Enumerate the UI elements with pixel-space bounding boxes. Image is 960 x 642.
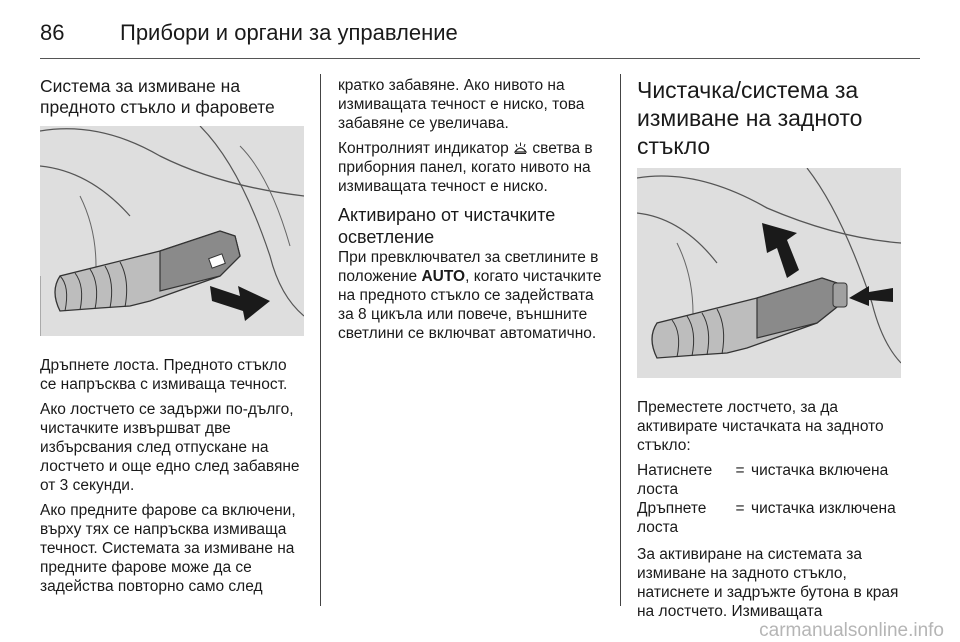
auto-label: AUTO: [421, 268, 466, 285]
paragraph-rear-washer: За активиране на системата за измиване на задното стъкло, натиснете и задръжте бутона в края на лостчето. Измиващата: [637, 546, 899, 620]
table-row: [637, 499, 903, 537]
paragraph-auto-lights: [338, 248, 604, 343]
column-3: [637, 76, 903, 627]
page-title: Прибори и органи за управление: [120, 20, 458, 45]
watermark: carmanualsonline.info: [759, 620, 944, 641]
auto-text-a: При превключвател за светлините в положение: [338, 249, 599, 285]
page-header: [40, 12, 920, 59]
column-divider-1: [320, 74, 321, 606]
section-heading-rear-wiper: Чистачка/система за измиване на задното стъкло: [637, 77, 863, 159]
table-row: [637, 461, 903, 499]
table-cell-action: Дръпнете лоста: [637, 500, 707, 536]
page-number: 86: [40, 20, 65, 45]
indicator-text-a: Контролният индикатор: [338, 140, 514, 157]
table-cell-eq: =: [735, 462, 745, 479]
paragraph-1: Дръпнете лоста. Предното стъкло се напръсква с измиваща течност.: [40, 357, 288, 393]
paragraph-indicator: [338, 139, 604, 196]
washer-fluid-indicator-icon: [513, 141, 528, 155]
column-2: [338, 76, 604, 349]
indicator-text-b: светва в приборния панел, когато нивото на измиващата течност е ниско.: [338, 140, 593, 195]
table-cell-eq: =: [735, 500, 745, 517]
section-heading-wiper-lights: Активирано от чистачките осветление: [338, 205, 556, 247]
column-1: [40, 76, 304, 602]
rear-wiper-illustration: [637, 168, 901, 378]
column-divider-2: [620, 74, 621, 606]
table-cell-result: чистачка изключена: [751, 500, 896, 517]
table-cell-action: Натиснете лоста: [637, 462, 713, 498]
table-cell-result: чистачка включена: [751, 462, 889, 479]
paragraph-rear-intro: Преместете лостчето, за да активирате чистачката на задното стъкло:: [637, 399, 884, 454]
front-washer-illustration: [40, 126, 304, 336]
rear-wiper-table: [637, 461, 903, 537]
section-heading-front-washer: Система за измиване на предното стъкло и фаровете: [40, 76, 275, 117]
paragraph-continued: кратко забавяне. Ако нивото на измиващата течност е ниско, това забавяне се увеличава.: [338, 77, 585, 132]
auto-text-b: , когато чистачките на предното стъкло се задействата за 8 цикъла или повече, външните светлини се включват автоматично.: [338, 268, 602, 342]
paragraph-2: Ако лостчето се задържи по-дълго, чистачките извършват две избърсвания след отпускане на лостчето и още едно след забавяне от 3 секунди.: [40, 401, 300, 494]
paragraph-3: Ако предните фарове са включени, върху тях се напръсква измиваща течност. Системата за измиване на предните фарове може да се задейства повторно само след: [40, 502, 296, 595]
